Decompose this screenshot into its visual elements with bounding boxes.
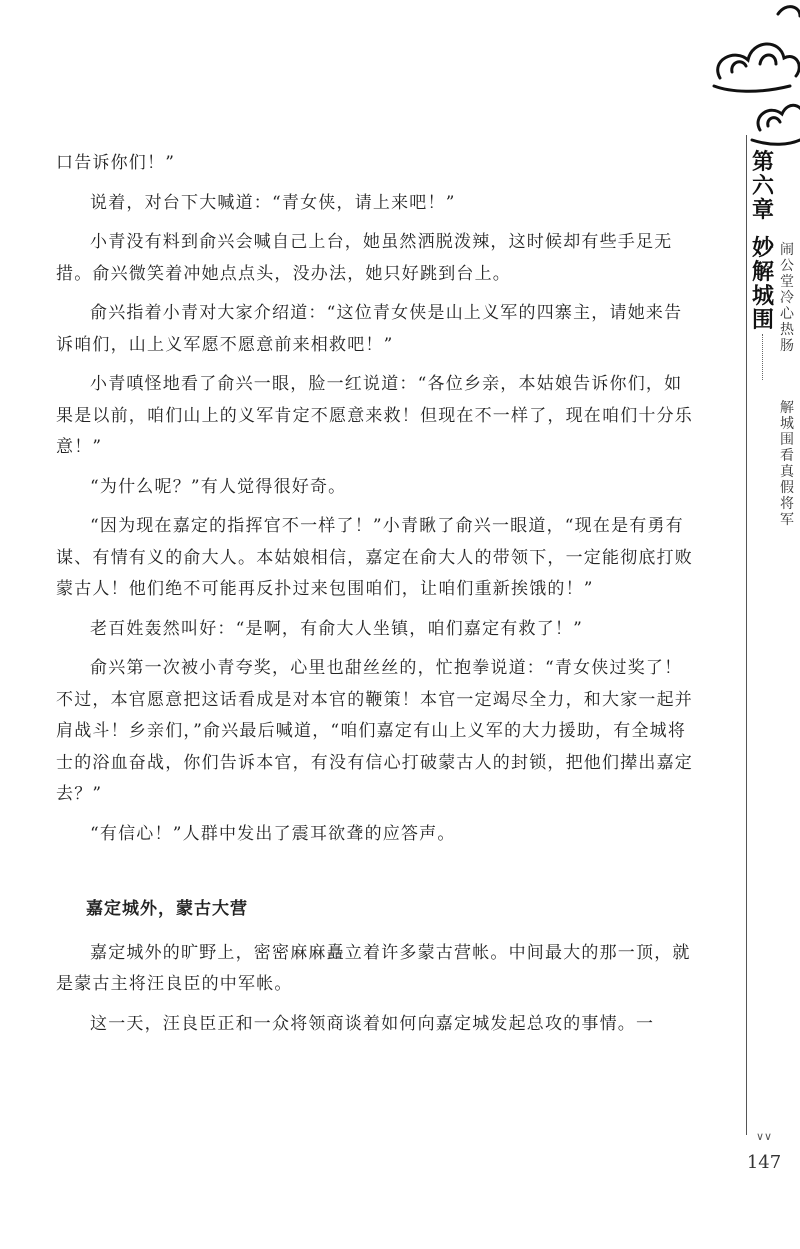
paragraph: 俞兴指着小青对大家介绍道：“这位青女侠是山上义军的四寨主，请她来告诉咱们，山上义军愿不愿意前来相救吧！” (56, 303, 683, 355)
paragraph: “有信心！”人群中发出了震耳欲聋的应答声。 (90, 823, 456, 844)
paragraph: “为什么呢？”有人觉得很好奇。 (90, 476, 347, 497)
paragraph: 说着，对台下大喊道：“青女侠，请上来吧！” (90, 192, 456, 213)
section-heading: 嘉定城外，蒙古大营 (86, 899, 248, 919)
chapter-label: 第六章 (751, 149, 774, 223)
page-arrows: ∨∨ (755, 1130, 773, 1143)
body-text (56, 148, 696, 1048)
margin-rule (746, 135, 747, 1135)
chapter-subtitle-2: 解城围看真假将军 (780, 400, 794, 528)
page-number: 147 (746, 1152, 782, 1173)
paragraph: 小青嗔怪地看了俞兴一眼，脸一红说道：“各位乡亲，本姑娘告诉你们，如果是以前，咱们山上的义军肯定不愿意来救！但现在不一样了，现在咱们十分乐意！” (56, 374, 693, 457)
paragraph: 小青没有料到俞兴会喊自己上台，她虽然洒脱泼辣，这时候却有些手足无措。俞兴微笑着冲她点点头，没办法，她只好跳到台上。 (56, 232, 673, 284)
paragraph: 俞兴第一次被小青夸奖，心里也甜丝丝的，忙抱拳说道：“青女侠过奖了！不过，本官愿意把这话看成是对本官的鞭策！本官一定竭尽全力，和大家一起并肩战斗！乡亲们，”俞兴最后喊道，“咱们嘉定有山上义军的大力援助，有全城将士的浴血奋战，你们告诉本官，有没有信心打破蒙古人的封锁，把他们撵出嘉定去？” (56, 658, 693, 804)
paragraph: “因为现在嘉定的指挥官不一样了！”小青瞅了俞兴一眼道，“现在是有勇有谋、有情有义的俞大人。本姑娘相信，嘉定在俞大人的带领下，一定能彻底打败蒙古人！他们绝不可能再反扑过来包围咱们，让咱们重新挨饿的！” (56, 516, 693, 599)
paragraph: 口告诉你们！” (56, 153, 176, 173)
chapter-title: 妙解城围 (751, 235, 774, 333)
paragraph: 嘉定城外的旷野上，密密麻麻矗立着许多蒙古营帐。中间最大的那一顶，就是蒙古主将汪良臣的中军帐。 (56, 942, 691, 994)
chapter-subtitle-1: 闹公堂冷心热肠 (780, 242, 794, 354)
paragraph: 老百姓轰然叫好：“是啊，有俞大人坐镇，咱们嘉定有救了！” (90, 618, 583, 639)
paragraph: 这一天，汪良臣正和一众将领商谈着如何向嘉定城发起总攻的事情。一 (90, 1013, 655, 1034)
cloud-icon (700, 0, 800, 175)
title-dotted-divider (762, 334, 764, 380)
